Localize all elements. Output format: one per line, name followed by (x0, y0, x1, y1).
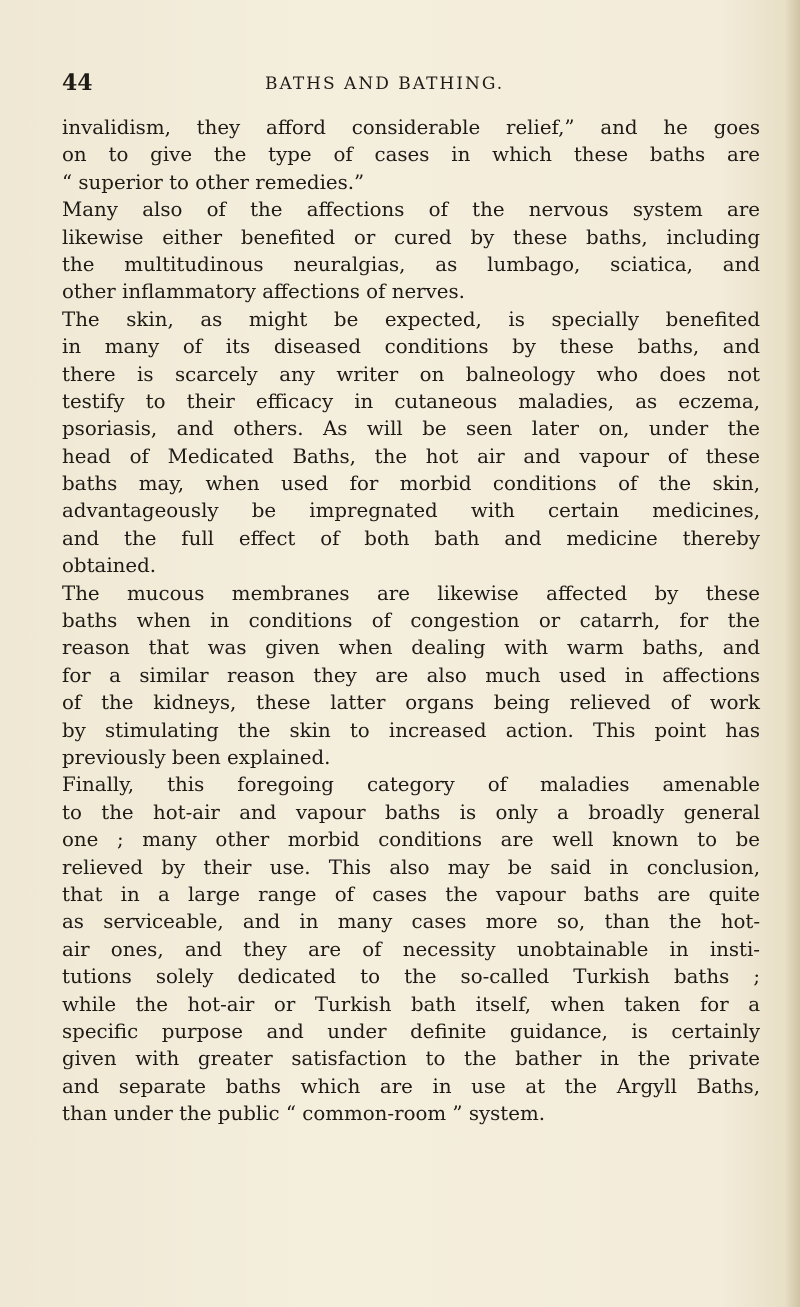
text-line: by stimulating the skin to increased action. This point has (62, 718, 760, 742)
text-line: Many also of the affections of the nervous system are (62, 198, 760, 222)
text-line: and the full effect of both bath and medicine thereby (62, 526, 760, 550)
text-line: the multitudinous neuralgias, as lumbago, sciatica, and (62, 252, 760, 276)
text-line: The mucous membranes are likewise affected by these (62, 581, 760, 605)
text-line: and separate baths which are in use at the Argyll Baths, (62, 1074, 760, 1098)
text-line: that in a large range of cases the vapour baths are quite (62, 882, 760, 906)
text-line: tutions solely dedicated to the so-called Turkish baths ; (62, 965, 760, 989)
text-line: for a similar reason they are also much used in affections (62, 663, 760, 687)
text-line: invalidism, they afford considerable relief,” and he goes (62, 116, 760, 139)
body-text (62, 114, 760, 1127)
text-line: air ones, and they are of necessity unobtainable in insti- (62, 937, 760, 961)
text-line: other inflammatory affections of nerves. (62, 280, 465, 304)
text-line: in many of its diseased conditions by these baths, and (62, 335, 760, 359)
text-line: relieved by their use. This also may be said in conclusion, (62, 855, 760, 879)
text-line: than under the public “ common-room ” system. (62, 1102, 546, 1126)
text-line: to the hot-air and vapour baths is only a broadly general (62, 800, 760, 824)
text-line: The skin, as might be expected, is specially benefited (62, 307, 760, 331)
text-line: Finally, this foregoing category of maladies amenable (62, 773, 760, 797)
text-line: specific purpose and under definite guidance, is certainly (62, 1019, 760, 1043)
text-line: previously been explained. (62, 745, 331, 769)
text-line: psoriasis, and others. As will be seen later on, under the (62, 417, 760, 441)
text-line: “ superior to other remedies.” (62, 170, 365, 194)
text-line: testify to their efficacy in cutaneous maladies, as eczema, (62, 389, 760, 413)
text-line: head of Medicated Baths, the hot air and vapour of these (62, 444, 760, 468)
text-line: likewise either benefited or cured by these baths, including (62, 225, 760, 249)
text-line: as serviceable, and in many cases more so, than the hot- (62, 910, 760, 934)
page-number: 44 (62, 70, 93, 96)
text-line: given with greater satisfaction to the bather in the private (62, 1047, 760, 1071)
text-line: while the hot-air or Turkish bath itself, when taken for a (62, 992, 760, 1016)
text-line: reason that was given when dealing with warm baths, and (62, 636, 760, 660)
running-head: BATHS AND BATHING. (265, 74, 505, 94)
text-line: baths when in conditions of congestion or catarrh, for the (62, 609, 760, 633)
text-line: on to give the type of cases in which these baths are (62, 143, 760, 167)
page-edge (786, 0, 800, 1307)
text-line: baths may, when used for morbid conditions of the skin, (62, 472, 760, 496)
text-line: of the kidneys, these latter organs being relieved of work (62, 691, 760, 715)
text-line: obtained. (62, 554, 157, 578)
page-header (0, 70, 800, 100)
text-line: advantageously be impregnated with certain medicines, (62, 499, 760, 523)
text-line: there is scarcely any writer on balneology who does not (62, 362, 760, 386)
text-line: one ; many other morbid conditions are well known to be (62, 828, 760, 852)
